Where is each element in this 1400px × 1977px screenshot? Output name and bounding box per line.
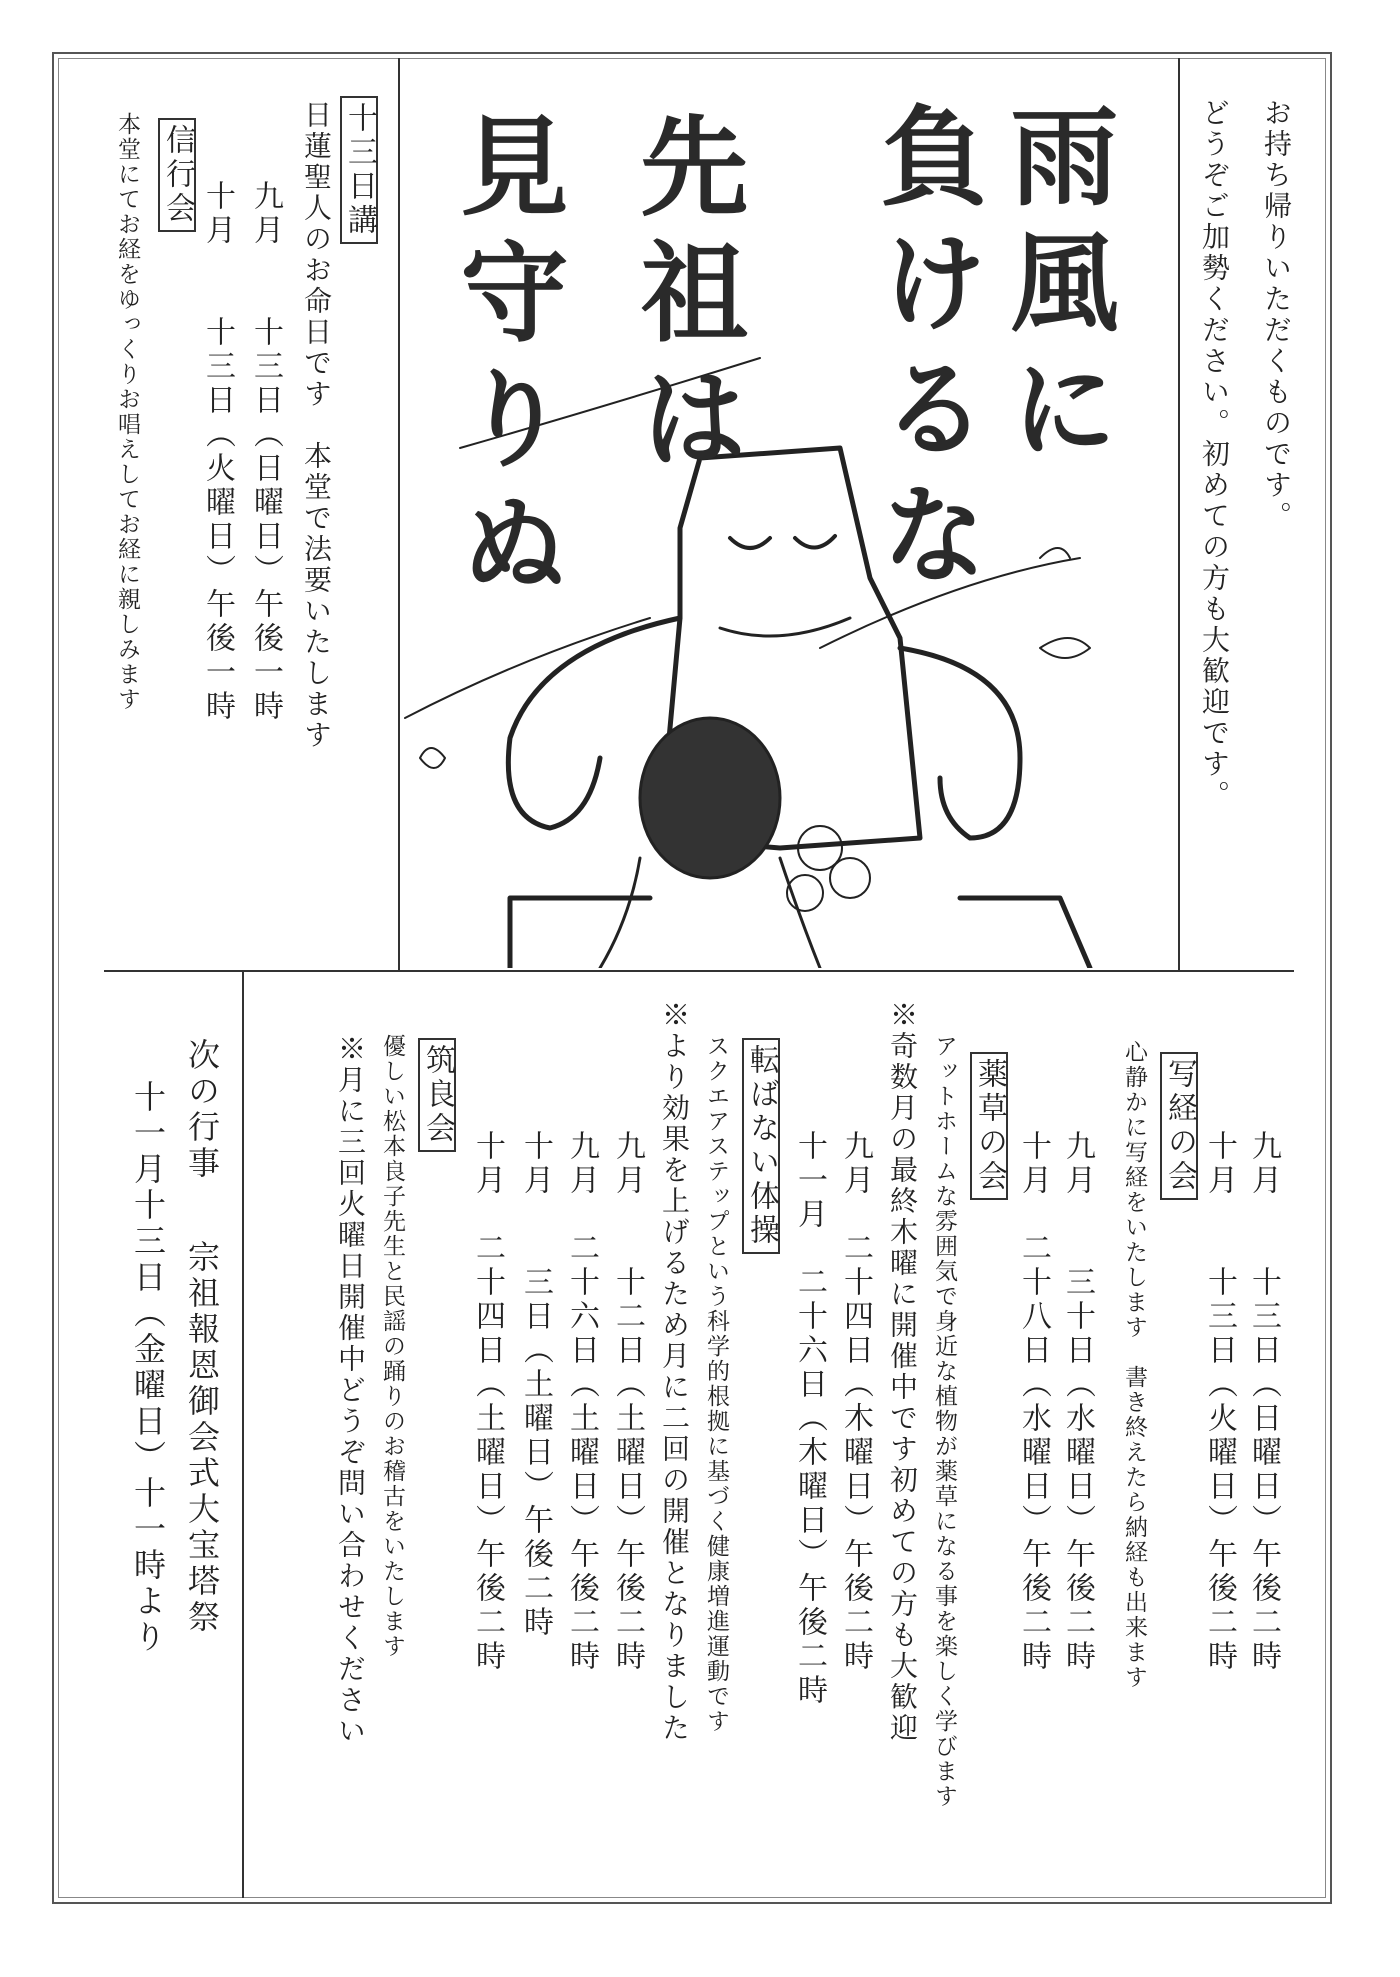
notice-line-1: お持ち帰りいただくものです。: [1260, 98, 1293, 532]
chikura-note: ※月に三回火曜日開催中どうぞ問い合わせください: [334, 1034, 367, 1747]
shingyo-title: 信行会: [158, 118, 196, 232]
slogan-line-4: 見守りぬ: [442, 110, 567, 614]
jusannichi-row-2: 十月 十三日（火曜日）午後一時: [200, 180, 235, 724]
shingyo-desc: 本堂にてお経をゆっくりお唱えしてお経に親しみます: [114, 112, 140, 712]
yakuso-note: ※奇数月の最終木曜に開催中です初めての方も大歓迎: [886, 1000, 919, 1744]
yakuso-title: 薬草の会: [970, 1052, 1008, 1200]
chikura-title: 筑良会: [418, 1038, 456, 1152]
taiso-note: ※より効果を上げるため月に二回の開催となりました: [658, 1000, 691, 1744]
taiso-title: 転ばない体操: [742, 1038, 780, 1254]
shakyo-title: 写経の会: [1160, 1052, 1198, 1200]
taiso-row-1: 九月 十二日（土曜日）午後二時: [610, 1130, 645, 1674]
next-event: 宗祖報恩御会式大宝塔祭: [183, 1240, 221, 1636]
chikura-desc: 優しい松本良子先生と民謡の踊りのお稽古をいたします: [379, 1034, 405, 1659]
taiso-row-4: 十月 二十四日（土曜日）午後二時: [470, 1130, 505, 1674]
slogan-line-1: 雨風に: [992, 100, 1117, 478]
jusannichi-title: 十三日講: [340, 96, 378, 244]
jusannichi-row-1: 九月 十三日（日曜日）午後一時: [248, 180, 283, 724]
notice-line-2: どうぞご加勢ください。初めての方も大歓迎です。: [1198, 98, 1231, 811]
divider-horizontal: [104, 970, 1294, 972]
shakyo-row-2: 十月 十三日（火曜日）午後二時: [1202, 1130, 1237, 1674]
next-date: 十一月十三日（金曜日）十一時より: [129, 1080, 167, 1656]
yakuso-row-3: 九月 二十四日（木曜日）午後二時: [838, 1130, 873, 1674]
shakyo-row-1: 九月 十三日（日曜日）午後二時: [1246, 1130, 1281, 1674]
yakuso-row-2: 十月 二十八日（水曜日）午後二時: [1016, 1130, 1051, 1674]
taiso-row-3: 十月 三日（土曜日）午後二時: [518, 1130, 553, 1640]
taiso-row-2: 九月 二十六日（土曜日）午後二時: [564, 1130, 599, 1674]
jusannichi-desc: 日蓮聖人のお命日です 本堂で法要いたします: [300, 100, 333, 751]
yakuso-row-1: 九月 三十日（水曜日）午後二時: [1060, 1130, 1095, 1674]
yakuso-desc: アットホームな雰囲気で身近な植物が薬草になる事を楽しく学びます: [931, 1034, 957, 1809]
divider-bottom-left: [242, 970, 244, 1898]
slogan-line-2: 負けるな: [862, 100, 987, 604]
yakuso-row-4: 十一月 二十六日（木曜日）午後二時: [792, 1130, 827, 1708]
next-label: 次の行事: [183, 1038, 221, 1182]
shakyo-desc: 心静かに写経をいたします 書き終えたら納経も出来ます: [1121, 1040, 1147, 1690]
slogan-line-3: 先祖は: [622, 110, 747, 488]
taiso-desc: スクエアステップという科学的根拠に基づく健康増進運動です: [703, 1034, 729, 1734]
